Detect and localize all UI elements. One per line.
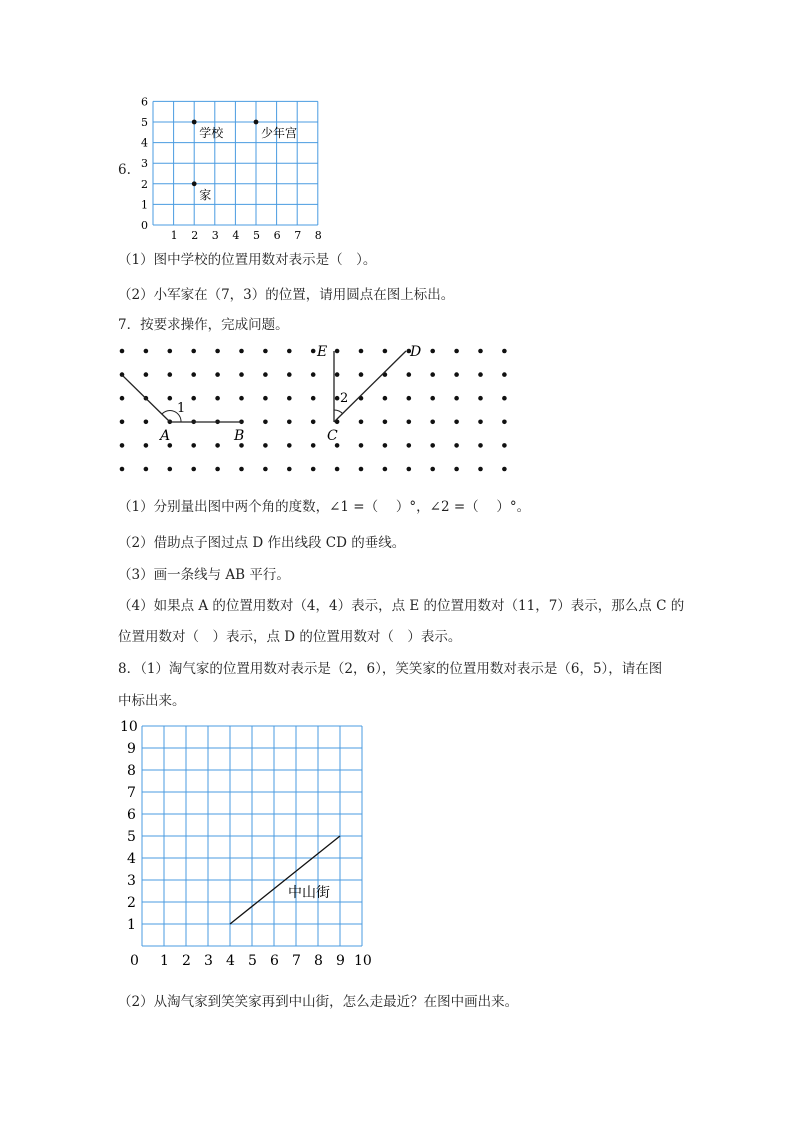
q7-grid-dot: [454, 372, 459, 377]
q7-grid-dot: [215, 349, 220, 354]
q7-grid-dot: [215, 372, 220, 377]
q7-grid-dot: [359, 372, 364, 377]
q7-grid-dot: [454, 349, 459, 354]
q7-grid-dot: [191, 443, 196, 448]
q7-grid-dot: [311, 467, 316, 472]
q7-segment-a-left: [122, 375, 170, 422]
q7-grid-dot: [263, 349, 268, 354]
q7-grid-dot: [168, 396, 173, 401]
q7-grid-dot: [454, 420, 459, 425]
q7-grid-dot: [430, 420, 435, 425]
q6-point-label: 少年宫: [261, 126, 298, 140]
q8-x-tick-label: 9: [336, 953, 345, 969]
q7-grid-dot: [287, 420, 292, 425]
q8-sub1-text-line1: 8．（1）淘气家的位置用数对表示是（2，6），笑笑家的位置用数对表示是（6，5），请在图: [118, 661, 663, 677]
q7-grid-dot: [502, 372, 507, 377]
q7-sub3-text: （3）画一条线与 AB 平行。: [118, 567, 290, 583]
q7-sub4-text-line2: 位置用数对（ ）表示，点 D 的位置用数对（ ）表示。: [118, 629, 462, 645]
q8-x-tick-label: 1: [160, 953, 169, 969]
q7-grid-dot: [287, 467, 292, 472]
q7-grid-dot: [168, 372, 173, 377]
q7-grid-dot: [120, 443, 125, 448]
q7-grid-dot: [407, 372, 412, 377]
q8-street-label: 中山街: [288, 885, 330, 901]
q7-grid-dot: [215, 396, 220, 401]
question-7-title: 7．按要求操作，完成问题。: [118, 317, 289, 333]
q7-grid-dot: [407, 396, 412, 401]
q7-grid-dot: [430, 372, 435, 377]
q7-grid-dot: [144, 443, 149, 448]
q8-x-tick-label: 2: [182, 953, 191, 969]
q6-x-tick-label: 5: [253, 229, 260, 242]
q7-grid-dot: [502, 349, 507, 354]
q7-grid-dot: [287, 443, 292, 448]
q7-grid-dot: [454, 467, 459, 472]
q6-sub2-text: （2）小军家在（7，3）的位置，请用圆点在图上标出。: [118, 287, 455, 303]
q7-grid-dot: [311, 443, 316, 448]
q7-grid-dot: [407, 443, 412, 448]
q7-segment-cd: [334, 351, 406, 422]
q6-y-tick-label: 6: [141, 95, 148, 109]
q8-x-tick-label: 7: [292, 953, 301, 969]
q8-y-tick-label: 1: [127, 917, 136, 933]
q8-y-tick-label: 2: [127, 895, 136, 911]
q7-grid-dot: [144, 349, 149, 354]
q6-y-tick-label: 1: [141, 198, 148, 212]
q6-point: [254, 120, 259, 125]
q7-sub1-text: （1）分别量出图中两个角的度数，∠1 =（ ）°，∠2 =（ ）°。: [118, 499, 531, 515]
q7-grid-dot: [311, 372, 316, 377]
q7-grid-dot: [478, 467, 483, 472]
q7-grid-dot: [359, 349, 364, 354]
q7-dot-grid: [110, 340, 510, 480]
q6-x-tick-label: 4: [232, 229, 240, 242]
q7-grid-dot: [502, 396, 507, 401]
q7-grid-dot: [144, 467, 149, 472]
q7-grid-dot: [454, 396, 459, 401]
q8-x-tick-label: 8: [314, 953, 323, 969]
q7-grid-dot: [120, 396, 125, 401]
q7-grid-dot: [383, 443, 388, 448]
q6-x-tick-label: 3: [211, 229, 219, 242]
q6-y-tick-label: 3: [141, 157, 148, 171]
q7-grid-dot: [383, 396, 388, 401]
q6-y-tick-label: 2: [141, 177, 148, 191]
q7-grid-dot: [335, 349, 340, 354]
q7-grid-dot: [144, 420, 149, 425]
q7-grid-dot: [335, 467, 340, 472]
q6-sub1-text: （1）图中学校的位置用数对表示是（ ）。: [118, 252, 377, 268]
q7-sub4-text-line1: （4）如果点 A 的位置用数对（4，4）表示，点 E 的位置用数对（11，7）表示，那么点 C 的: [118, 598, 685, 614]
q7-grid-dot: [478, 372, 483, 377]
q7-grid-dot: [335, 396, 340, 401]
q7-angle2-arc: [334, 410, 343, 414]
q6-x-tick-label: 6: [273, 229, 281, 242]
q8-x-tick-label: 0: [130, 953, 139, 969]
q6-x-tick-label: 8: [314, 229, 322, 242]
q8-y-tick-label: 8: [127, 763, 136, 779]
q7-grid-dot: [191, 372, 196, 377]
q8-y-tick-label: 4: [127, 851, 136, 867]
q7-grid-dot: [502, 443, 507, 448]
q7-grid-dot: [239, 467, 244, 472]
q8-x-tick-label: 3: [204, 953, 213, 969]
q7-grid-dot: [263, 467, 268, 472]
q8-y-tick-label: 10: [120, 719, 138, 735]
q8-sub2-text: （2）从淘气家到笑笑家再到中山街，怎么走最近？在图中画出来。: [118, 994, 519, 1010]
q7-grid-dot: [311, 349, 316, 354]
q7-grid-dot: [239, 349, 244, 354]
q7-grid-dot: [311, 420, 316, 425]
q7-label-b: B: [234, 428, 245, 444]
q8-x-tick-label: 5: [248, 953, 257, 969]
q7-grid-dot: [239, 396, 244, 401]
q7-grid-dot: [168, 349, 173, 354]
q7-grid-dot: [478, 443, 483, 448]
q7-grid-dot: [215, 467, 220, 472]
q7-grid-dot: [263, 443, 268, 448]
q8-y-tick-label: 5: [127, 829, 136, 845]
q7-grid-dot: [144, 372, 149, 377]
q8-sub1-text-line2: 中标出来。: [118, 693, 186, 709]
q8-y-tick-label: 3: [127, 873, 136, 889]
q7-grid-dot: [263, 372, 268, 377]
q7-grid-dot: [430, 349, 435, 354]
q7-grid-dot: [215, 443, 220, 448]
q6-y-tick-label: 4: [141, 136, 148, 150]
q7-grid-dot: [287, 349, 292, 354]
q6-point-label: 学校: [199, 126, 224, 140]
q6-point: [192, 120, 197, 125]
q8-y-tick-label: 7: [127, 785, 136, 801]
q7-grid-dot: [502, 420, 507, 425]
q8-x-tick-label: 6: [270, 953, 279, 969]
q7-grid-dot: [239, 372, 244, 377]
q7-grid-dot: [502, 467, 507, 472]
q8-y-tick-label: 9: [127, 741, 136, 757]
q7-grid-dot: [120, 420, 125, 425]
q6-x-tick-label: 1: [170, 229, 178, 242]
q7-sub2-text: （2）借助点子图过点 D 作出线段 CD 的垂线。: [118, 535, 406, 551]
q7-grid-dot: [168, 467, 173, 472]
q7-grid-dot: [478, 349, 483, 354]
q7-grid-dot: [191, 467, 196, 472]
q7-label-d: D: [410, 344, 422, 360]
q7-grid-dot: [263, 396, 268, 401]
q7-grid-dot: [430, 443, 435, 448]
question-6-number: 6.: [118, 162, 131, 178]
q7-grid-dot: [120, 467, 125, 472]
q8-y-tick-label: 6: [127, 807, 136, 823]
q7-grid-dot: [478, 396, 483, 401]
q7-grid-dot: [287, 372, 292, 377]
q8-x-tick-label: 4: [226, 953, 235, 969]
q7-grid-dot: [359, 443, 364, 448]
q7-grid-dot: [120, 349, 125, 354]
q8-x-tick-label: 10: [354, 953, 372, 969]
q7-grid-dot: [335, 372, 340, 377]
q6-y-tick-label: 5: [141, 116, 148, 129]
q6-x-tick-label: 2: [191, 229, 199, 242]
q7-grid-dot: [407, 467, 412, 472]
q7-grid-dot: [430, 396, 435, 401]
q7-grid-dot: [407, 420, 412, 425]
q7-grid-dot: [430, 467, 435, 472]
q7-angle1-label: 1: [177, 401, 186, 416]
q6-coordinate-grid: [135, 95, 335, 245]
q7-grid-dot: [263, 420, 268, 425]
q7-grid-dot: [191, 396, 196, 401]
q7-label-a: A: [160, 428, 171, 444]
q7-grid-dot: [359, 467, 364, 472]
q7-grid-dot: [359, 420, 364, 425]
q7-grid-dot: [478, 420, 483, 425]
q7-grid-dot: [191, 349, 196, 354]
q8-coordinate-grid: [110, 715, 380, 975]
q7-grid-dot: [383, 349, 388, 354]
q6-x-tick-label: 7: [294, 229, 302, 242]
q6-y-tick-label: 0: [141, 219, 148, 232]
q7-grid-dot: [383, 467, 388, 472]
q7-label-e: E: [317, 344, 328, 360]
q7-grid-dot: [454, 443, 459, 448]
q6-point: [192, 181, 197, 186]
q7-grid-dot: [383, 420, 388, 425]
q7-grid-dot: [311, 396, 316, 401]
q7-label-c: C: [327, 428, 338, 444]
q7-angle2-label: 2: [340, 391, 349, 406]
q6-point-label: 家: [199, 187, 212, 202]
q7-grid-dot: [287, 396, 292, 401]
